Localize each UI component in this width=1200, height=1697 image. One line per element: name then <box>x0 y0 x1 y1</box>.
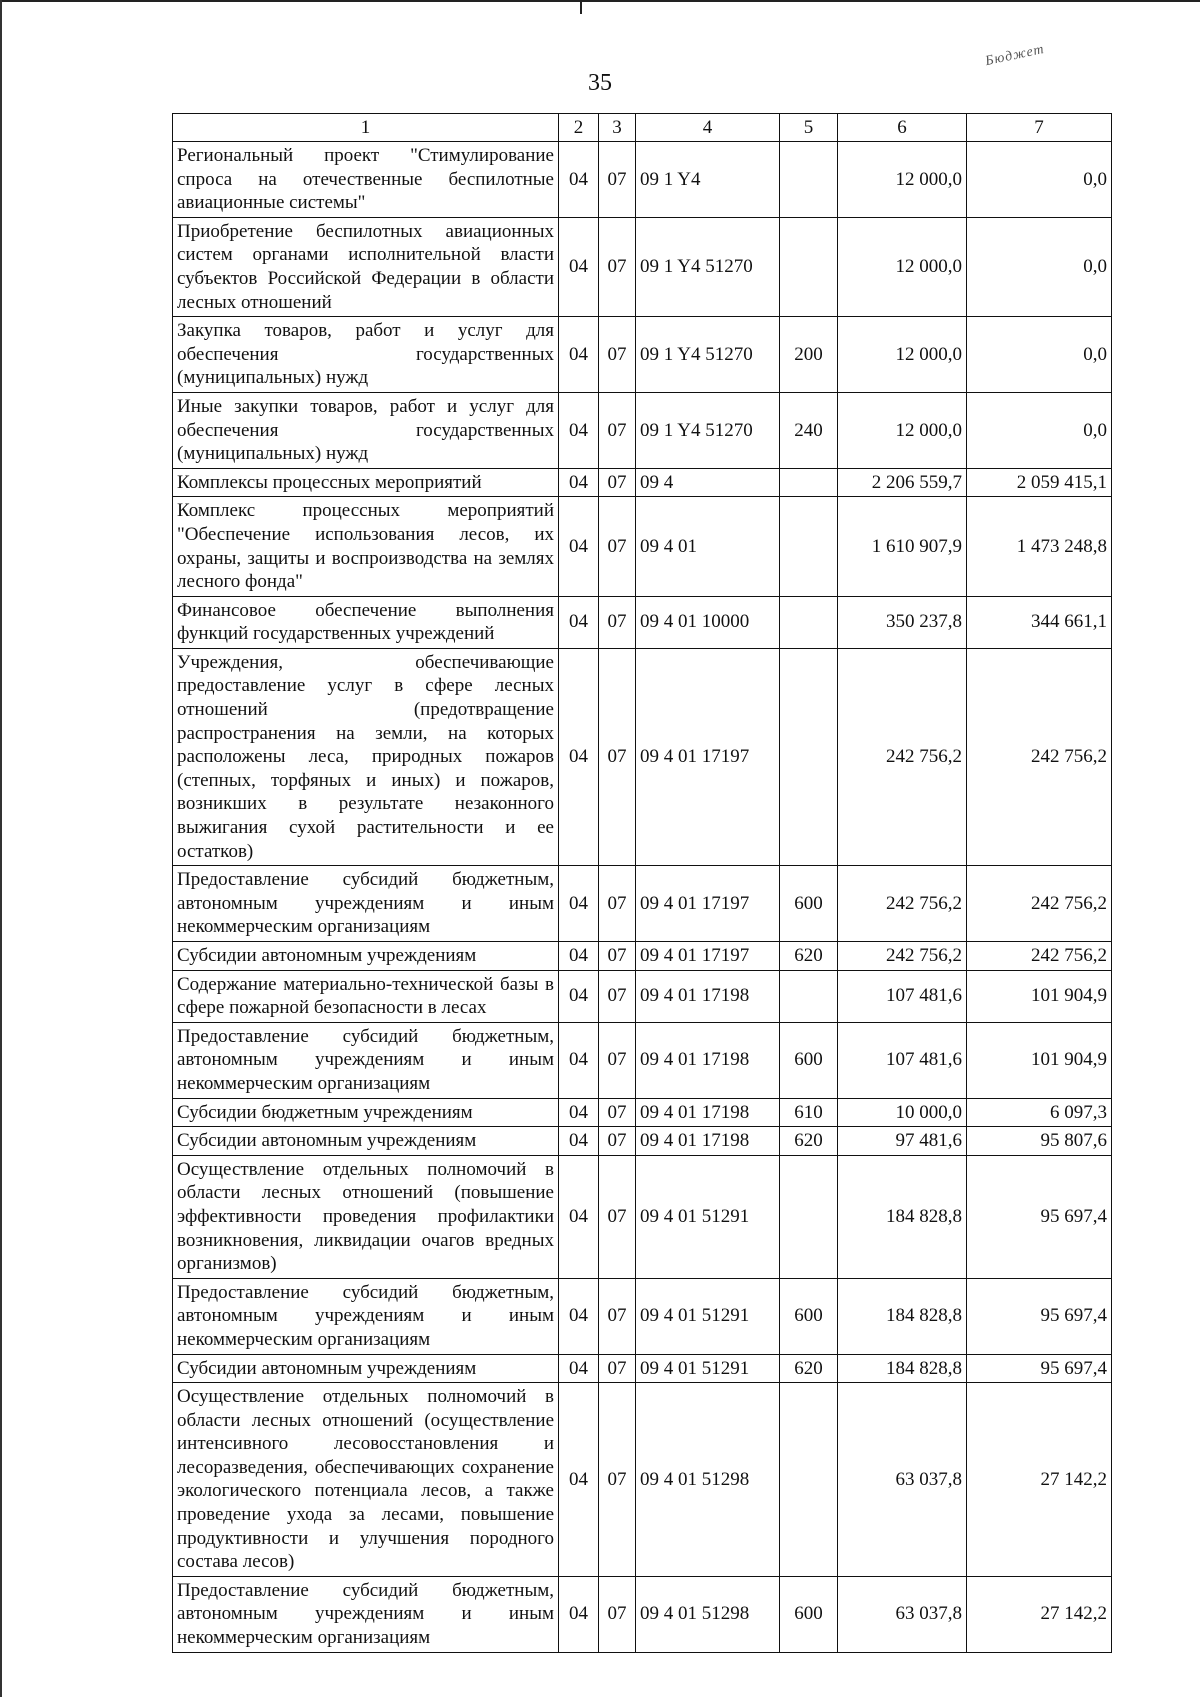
row-name: Финансовое обеспечение выполнения функций государственных учреждений <box>173 596 559 648</box>
row-name: Субсидии автономным учреждениям <box>173 1354 559 1383</box>
amount-col7: 1 473 248,8 <box>967 497 1112 596</box>
row-name: Приобретение беспилотных авиационных систем органами исполнительной власти субъектов Российской Федерации в области лесных отношений <box>173 217 559 316</box>
row-name: Иные закупки товаров, работ и услуг для обеспечения государственных (муниципальных) нужд <box>173 392 559 468</box>
header-cell: 6 <box>838 114 967 142</box>
amount-col7: 27 142,2 <box>967 1576 1112 1652</box>
row-name: Предоставление субсидий бюджетным, автономным учреждениям и иным некоммерческим организациям <box>173 1576 559 1652</box>
section-code: 04 <box>559 468 599 497</box>
table-row <box>173 1278 1112 1354</box>
amount-col6: 350 237,8 <box>838 596 967 648</box>
expense-type-code <box>780 142 838 218</box>
expense-type-code: 600 <box>780 866 838 942</box>
amount-col7: 6 097,3 <box>967 1098 1112 1127</box>
amount-col7: 0,0 <box>967 392 1112 468</box>
target-article-code: 09 4 01 17197 <box>636 866 780 942</box>
table-row <box>173 1155 1112 1278</box>
table-row <box>173 392 1112 468</box>
table-row <box>173 596 1112 648</box>
expense-type-code <box>780 596 838 648</box>
amount-col6: 97 481,6 <box>838 1127 967 1156</box>
row-name: Осуществление отдельных полномочий в области лесных отношений (повышение эффективности проведения профилактики возникновения, ликвидации очагов вредных организмов) <box>173 1155 559 1278</box>
section-code: 04 <box>559 1127 599 1156</box>
amount-col6: 12 000,0 <box>838 392 967 468</box>
amount-col6: 184 828,8 <box>838 1354 967 1383</box>
subsection-code: 07 <box>599 942 636 971</box>
expense-type-code: 620 <box>780 1354 838 1383</box>
amount-col6: 242 756,2 <box>838 648 967 865</box>
subsection-code: 07 <box>599 217 636 316</box>
expense-type-code: 600 <box>780 1576 838 1652</box>
expense-type-code: 240 <box>780 392 838 468</box>
target-article-code: 09 4 01 10000 <box>636 596 780 648</box>
table-row <box>173 970 1112 1022</box>
target-article-code: 09 1 Y4 51270 <box>636 217 780 316</box>
row-name: Комплекс процессных мероприятий "Обеспечение использования лесов, их охраны, защиты и воспроизводства на землях лесного фонда" <box>173 497 559 596</box>
table-row <box>173 1127 1112 1156</box>
target-article-code: 09 4 01 51298 <box>636 1383 780 1577</box>
row-name: Предоставление субсидий бюджетным, автономным учреждениям и иным некоммерческим организациям <box>173 1022 559 1098</box>
row-name: Предоставление субсидий бюджетным, автономным учреждениям и иным некоммерческим организациям <box>173 866 559 942</box>
header-cell: 5 <box>780 114 838 142</box>
target-article-code: 09 4 01 17198 <box>636 1022 780 1098</box>
target-article-code: 09 4 01 51291 <box>636 1278 780 1354</box>
target-article-code: 09 4 01 17197 <box>636 942 780 971</box>
amount-col7: 101 904,9 <box>967 1022 1112 1098</box>
amount-col6: 63 037,8 <box>838 1383 967 1577</box>
target-article-code: 09 4 01 17198 <box>636 970 780 1022</box>
expense-type-code <box>780 1383 838 1577</box>
subsection-code: 07 <box>599 1098 636 1127</box>
table-row <box>173 468 1112 497</box>
section-code: 04 <box>559 1022 599 1098</box>
subsection-code: 07 <box>599 468 636 497</box>
scan-border-left <box>0 0 2 1697</box>
target-article-code: 09 4 01 17198 <box>636 1127 780 1156</box>
table-row <box>173 942 1112 971</box>
expense-type-code <box>780 497 838 596</box>
subsection-code: 07 <box>599 317 636 393</box>
expense-type-code: 600 <box>780 1278 838 1354</box>
header-row <box>173 114 1112 142</box>
page-number: 35 <box>588 70 612 96</box>
amount-col6: 107 481,6 <box>838 970 967 1022</box>
section-code: 04 <box>559 1155 599 1278</box>
amount-col6: 242 756,2 <box>838 942 967 971</box>
row-name: Комплексы процессных мероприятий <box>173 468 559 497</box>
table-row <box>173 217 1112 316</box>
header-cell: 1 <box>173 114 559 142</box>
header-cell: 3 <box>599 114 636 142</box>
subsection-code: 07 <box>599 1576 636 1652</box>
target-article-code: 09 4 01 <box>636 497 780 596</box>
section-code: 04 <box>559 392 599 468</box>
section-code: 04 <box>559 648 599 865</box>
subsection-code: 07 <box>599 1022 636 1098</box>
table-row <box>173 497 1112 596</box>
amount-col7: 242 756,2 <box>967 648 1112 865</box>
amount-col7: 101 904,9 <box>967 970 1112 1022</box>
subsection-code: 07 <box>599 392 636 468</box>
subsection-code: 07 <box>599 1354 636 1383</box>
amount-col6: 107 481,6 <box>838 1022 967 1098</box>
row-name: Учреждения, обеспечивающие предоставление услуг в сфере лесных отношений (предотвращение распространения на земли, на которых расположены леса, природных пожаров (степных, торфяных и иных) и пожаров, возникших в результате незаконного выжигания сухой растительности и ее остатков) <box>173 648 559 865</box>
target-article-code: 09 1 Y4 51270 <box>636 392 780 468</box>
amount-col6: 2 206 559,7 <box>838 468 967 497</box>
amount-col7: 0,0 <box>967 217 1112 316</box>
row-name: Осуществление отдельных полномочий в области лесных отношений (осуществление интенсивного лесовосстановления и лесоразведения, обеспечивающих сохранение экологического потенциала лесов, а также проведение ухода за лесами, повышение продуктивности и улучшения породного состава лесов) <box>173 1383 559 1577</box>
row-name: Региональный проект "Стимулирование спроса на отечественные беспилотные авиационные системы" <box>173 142 559 218</box>
subsection-code: 07 <box>599 497 636 596</box>
section-code: 04 <box>559 866 599 942</box>
expense-type-code <box>780 468 838 497</box>
target-article-code: 09 4 01 17198 <box>636 1098 780 1127</box>
row-name: Предоставление субсидий бюджетным, автономным учреждениям и иным некоммерческим организациям <box>173 1278 559 1354</box>
subsection-code: 07 <box>599 970 636 1022</box>
section-code: 04 <box>559 497 599 596</box>
target-article-code: 09 1 Y4 <box>636 142 780 218</box>
budget-table <box>172 113 1112 1653</box>
table-row <box>173 648 1112 865</box>
subsection-code: 07 <box>599 1278 636 1354</box>
subsection-code: 07 <box>599 596 636 648</box>
amount-col7: 242 756,2 <box>967 866 1112 942</box>
header-cell: 4 <box>636 114 780 142</box>
table-row <box>173 317 1112 393</box>
expense-type-code: 610 <box>780 1098 838 1127</box>
table-row <box>173 1576 1112 1652</box>
amount-col7: 27 142,2 <box>967 1383 1112 1577</box>
amount-col7: 2 059 415,1 <box>967 468 1112 497</box>
expense-type-code <box>780 970 838 1022</box>
target-article-code: 09 4 01 17197 <box>636 648 780 865</box>
expense-type-code: 200 <box>780 317 838 393</box>
section-code: 04 <box>559 1383 599 1577</box>
subsection-code: 07 <box>599 1127 636 1156</box>
section-code: 04 <box>559 217 599 316</box>
target-article-code: 09 4 <box>636 468 780 497</box>
amount-col6: 184 828,8 <box>838 1278 967 1354</box>
amount-col6: 12 000,0 <box>838 317 967 393</box>
amount-col7: 0,0 <box>967 142 1112 218</box>
subsection-code: 07 <box>599 1383 636 1577</box>
header-cell: 2 <box>559 114 599 142</box>
row-name: Субсидии автономным учреждениям <box>173 942 559 971</box>
section-code: 04 <box>559 1278 599 1354</box>
section-code: 04 <box>559 1354 599 1383</box>
amount-col6: 1 610 907,9 <box>838 497 967 596</box>
subsection-code: 07 <box>599 648 636 865</box>
subsection-code: 07 <box>599 866 636 942</box>
amount-col7: 95 807,6 <box>967 1127 1112 1156</box>
section-code: 04 <box>559 970 599 1022</box>
expense-type-code: 620 <box>780 1127 838 1156</box>
subsection-code: 07 <box>599 142 636 218</box>
section-code: 04 <box>559 317 599 393</box>
section-code: 04 <box>559 596 599 648</box>
row-name: Содержание материально-технической базы в сфере пожарной безопасности в лесах <box>173 970 559 1022</box>
amount-col6: 63 037,8 <box>838 1576 967 1652</box>
amount-col6: 12 000,0 <box>838 142 967 218</box>
amount-col7: 0,0 <box>967 317 1112 393</box>
amount-col6: 242 756,2 <box>838 866 967 942</box>
scan-mark <box>580 0 582 14</box>
amount-col7: 95 697,4 <box>967 1278 1112 1354</box>
expense-type-code <box>780 217 838 316</box>
subsection-code: 07 <box>599 1155 636 1278</box>
table-row <box>173 1022 1112 1098</box>
target-article-code: 09 4 01 51298 <box>636 1576 780 1652</box>
amount-col7: 95 697,4 <box>967 1354 1112 1383</box>
section-code: 04 <box>559 942 599 971</box>
table-row <box>173 866 1112 942</box>
scan-border-top <box>0 0 1200 2</box>
stamp-mark: Бюджет <box>983 41 1047 70</box>
section-code: 04 <box>559 142 599 218</box>
amount-col7: 344 661,1 <box>967 596 1112 648</box>
target-article-code: 09 1 Y4 51270 <box>636 317 780 393</box>
header-cell: 7 <box>967 114 1112 142</box>
amount-col6: 10 000,0 <box>838 1098 967 1127</box>
amount-col7: 242 756,2 <box>967 942 1112 971</box>
section-code: 04 <box>559 1098 599 1127</box>
row-name: Субсидии автономным учреждениям <box>173 1127 559 1156</box>
amount-col6: 12 000,0 <box>838 217 967 316</box>
row-name: Субсидии бюджетным учреждениям <box>173 1098 559 1127</box>
table-row <box>173 142 1112 218</box>
expense-type-code <box>780 1155 838 1278</box>
target-article-code: 09 4 01 51291 <box>636 1354 780 1383</box>
expense-type-code: 620 <box>780 942 838 971</box>
section-code: 04 <box>559 1576 599 1652</box>
table-row <box>173 1354 1112 1383</box>
amount-col6: 184 828,8 <box>838 1155 967 1278</box>
table-row <box>173 1383 1112 1577</box>
row-name: Закупка товаров, работ и услуг для обеспечения государственных (муниципальных) нужд <box>173 317 559 393</box>
table-row <box>173 1098 1112 1127</box>
expense-type-code: 600 <box>780 1022 838 1098</box>
target-article-code: 09 4 01 51291 <box>636 1155 780 1278</box>
amount-col7: 95 697,4 <box>967 1155 1112 1278</box>
expense-type-code <box>780 648 838 865</box>
